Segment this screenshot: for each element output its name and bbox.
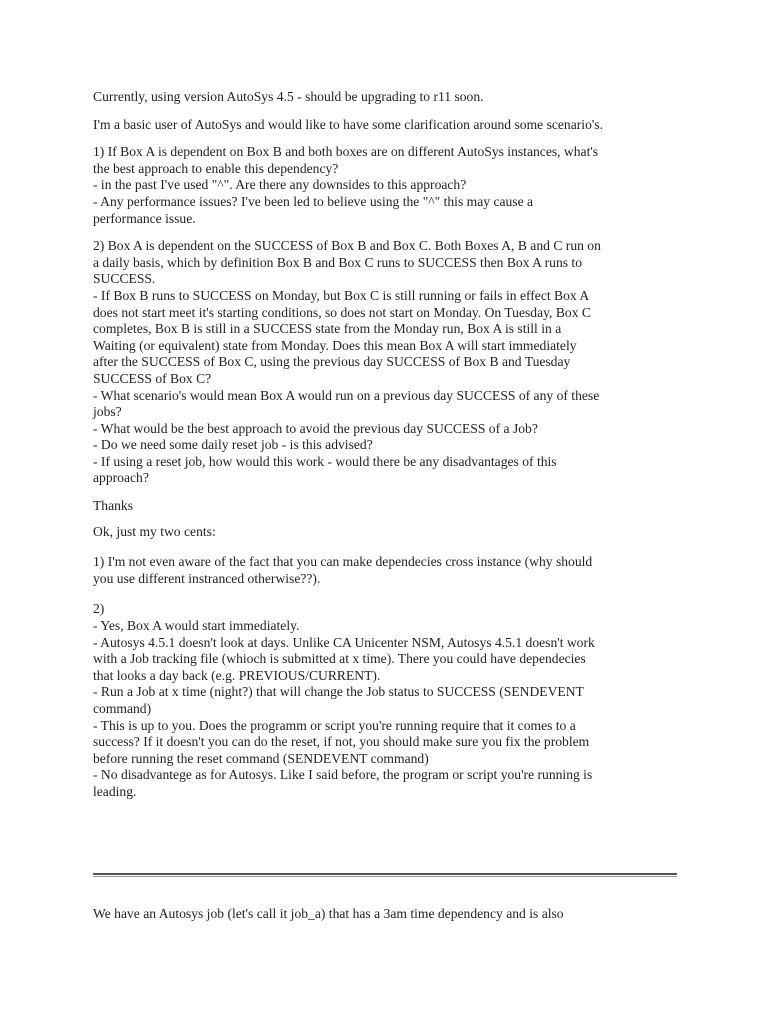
q2-line: - What scenario's would mean Box A would run on a previous day SUCCESS of any of these	[93, 387, 600, 403]
a2-line: - This is up to you. Does the programm or script you're running require that it comes to a	[93, 717, 576, 733]
a1-line: you use different instranced otherwise??).	[93, 570, 321, 586]
q2-line: - What would be the best approach to avoid the previous day SUCCESS of a Job?	[93, 420, 538, 436]
answer-point-2	[93, 601, 683, 800]
q1-line: - in the past I've used "^". Are there any downsides to this approach?	[93, 177, 467, 193]
a2-line: - Run a Job at x time (night?) that will change the Job status to SUCCESS (SENDEVENT	[93, 684, 584, 700]
a2-line: 2)	[93, 601, 105, 617]
a2-line: leading.	[93, 783, 137, 799]
q2-line: 2) Box A is dependent on the SUCCESS of Box B and Box C. Both Boxes A, B and C run on	[93, 238, 601, 254]
a2-line: that looks a day back (e.g. PREVIOUS/CURRENT).	[93, 667, 381, 683]
a2-line: - No disadvantege as for Autosys. Like I said before, the program or script you're running is	[93, 767, 593, 783]
question-signoff: Thanks	[93, 498, 134, 514]
q1-line: performance issue.	[93, 210, 196, 226]
question-intro: Currently, using version AutoSys 4.5 - should be upgrading to r11 soon.	[93, 89, 484, 104]
a2-line: - Autosys 4.5.1 doesn't look at days. Unlike CA Unicenter NSM, Autosys 4.5.1 doesn't work	[93, 634, 595, 650]
question-point-2	[93, 238, 683, 487]
q2-line: - If using a reset job, how would this work - would there be any disadvantages of this	[93, 453, 557, 469]
q2-line: SUCCESS.	[93, 271, 156, 287]
q2-line: SUCCESS of Box C?	[93, 370, 212, 386]
q2-line: - Do we need some daily reset job - is this advised?	[93, 437, 373, 453]
q1-line: - Any performance issues? I've been led to believe using the "^" this may cause a	[93, 193, 534, 209]
q2-line: does not start meet it's starting conditions, so does not start on Monday. On Tuesday, Box C	[93, 304, 591, 320]
q2-line: after the SUCCESS of Box C, using the previous day SUCCESS of Box B and Tuesday	[93, 354, 571, 370]
post-divider	[93, 873, 677, 877]
answer-point-1	[93, 554, 683, 587]
question-point-1	[93, 144, 683, 227]
a2-line: before running the reset command (SENDEVENT command)	[93, 750, 429, 766]
question-context: I'm a basic user of AutoSys and would like to have some clarification around some scenario's.	[93, 116, 604, 132]
a2-line: - Yes, Box A would start immediately.	[93, 618, 300, 634]
forum-document	[93, 89, 683, 801]
q2-line: - If Box B runs to SUCCESS on Monday, but Box C is still running or fails in effect Box A	[93, 287, 590, 303]
q2-line: approach?	[93, 470, 149, 486]
q1-line: the best approach to enable this dependency?	[93, 160, 339, 176]
q2-line: a daily basis, which by definition Box B and Box C runs to SUCCESS then Box A runs to	[93, 254, 583, 270]
a2-line: command)	[93, 701, 152, 716]
answer-opening: Ok, just my two cents:	[93, 523, 216, 539]
next-post-first-line: We have an Autosys job (let's call it job_a) that has a 3am time dependency and is also	[93, 906, 564, 921]
a1-line: 1) I'm not even aware of the fact that you can make dependecies cross instance (why should	[93, 554, 593, 570]
q2-line: Waiting (or equivalent) state from Monday. Does this mean Box A will start immediately	[93, 337, 577, 353]
a2-line: with a Job tracking file (whioch is submitted at x time). There you could have dependecies	[93, 651, 586, 667]
q1-line: 1) If Box A is dependent on Box B and both boxes are on different AutoSys instances, what's	[93, 144, 599, 160]
q2-line: completes, Box B is still in a SUCCESS state from the Monday run, Box A is still in a	[93, 321, 562, 337]
q2-line: jobs?	[93, 404, 122, 420]
a2-line: success? If it doesn't you can do the reset, if not, you should make sure you fix the problem	[93, 734, 590, 750]
